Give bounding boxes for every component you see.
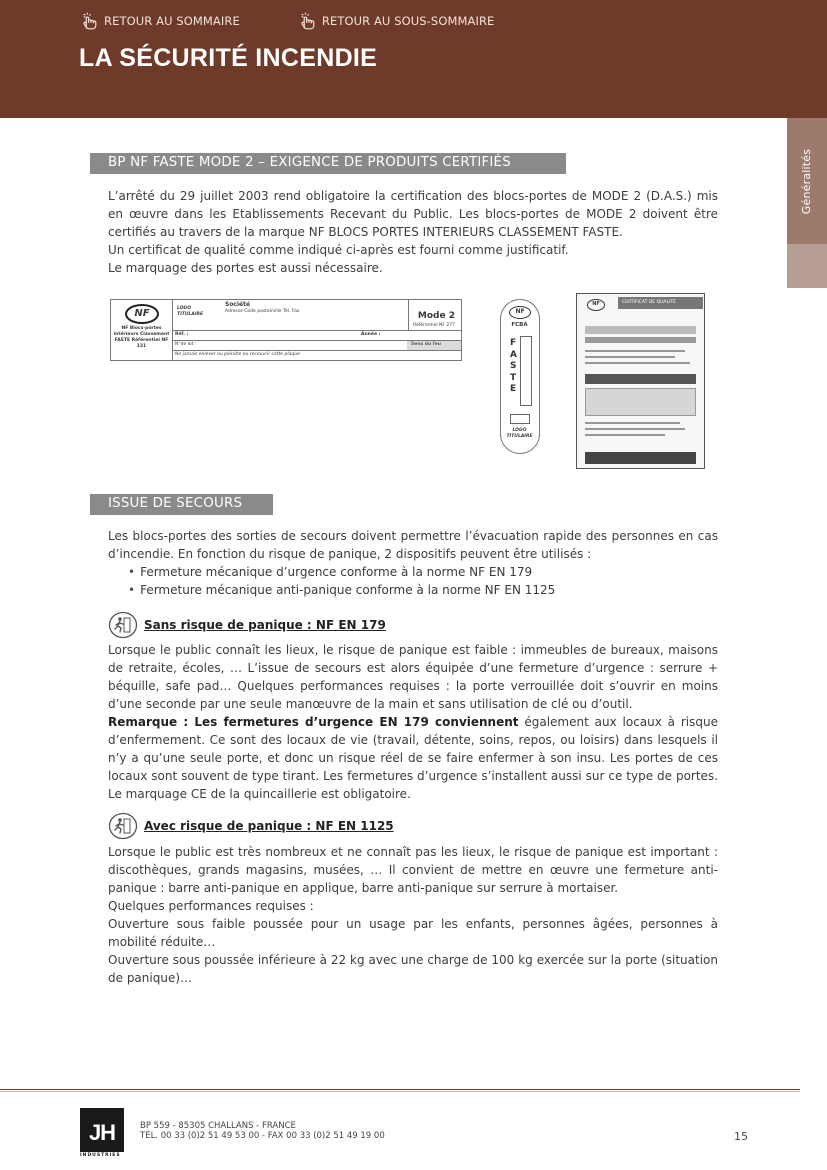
en1125-paragraph-4: Ouverture sous poussée inférieure à 22 kg avec une charge de 100 kg exercée sur la porte (situation de panique)… — [108, 953, 718, 985]
plate-logo-cell — [111, 300, 173, 360]
en179-remark-bold: Remarque : Les fermetures d’urgence EN 179 conviennent — [108, 715, 519, 729]
plate-row-ref — [173, 330, 461, 340]
en1125-paragraph-3: Ouverture sous faible poussée pour un usage par les enfants, personnes âgées, personnes à mobilité réduite… — [108, 917, 718, 949]
section1-paragraph-1: L’arrêté du 29 juillet 2003 rend obligatoire la certification des blocs-portes de MODE 2 (D.A.S.) mis en œuvre dans les Etablissements Recevant du Public. Les blocs-portes de MODE 2 doivent être certifiés au travers de la marque NF BLOCS PORTES INTERIEURS CLASSEMENT FASTE. — [108, 189, 718, 239]
plate-mode — [413, 312, 455, 330]
list-item: • Fermeture mécanique d’urgence conforme à la norme NF EN 179 — [128, 563, 718, 581]
en179-remark — [108, 713, 718, 803]
en1125-paragraph-1: Lorsque le public est très nombreux et ne connaît pas les lieux, le risque de panique est important : discothèques, grands magasins, musées, … Il convient de mettre en œuvre une fermeture anti-panique : barre anti-panique en applique, barre anti-panique sur serrure à mortaiser. — [108, 845, 718, 895]
cert-line — [585, 434, 665, 436]
device-list — [128, 563, 718, 599]
cert-line — [585, 350, 685, 352]
section2-intro-paragraph: Les blocs-portes des sorties de secours doivent permettre l’évacuation rapide des personnes en cas d’incendie. En fonction du risque de panique, 2 dispositifs peuvent être utilisés : — [108, 529, 718, 561]
footer-divider — [0, 1089, 800, 1090]
cert-line — [585, 422, 680, 424]
section2-intro — [108, 527, 718, 599]
list-item: • Fermeture mécanique anti-panique conforme à la norme NF EN 1125 — [128, 581, 718, 599]
en1125-text — [108, 843, 718, 987]
subheading-en179 — [108, 611, 386, 639]
plate-lot: N°de lot : — [175, 342, 197, 347]
back-to-subsummary-label: RETOUR AU SOUS-SOMMAIRE — [321, 14, 495, 28]
footer-address-line-2: TÉL. 00 33 (0)2 51 49 53 00 - FAX 00 33 (0)2 51 49 19 00 — [140, 1131, 385, 1141]
cert-table — [585, 388, 696, 416]
plate-divider — [408, 300, 409, 331]
quality-certificate-figure — [576, 293, 705, 469]
plate-warning: Ne jamais enlever ou peindre ou recouvrir cette plaque — [175, 352, 300, 357]
en179-text — [108, 641, 718, 803]
plate-logo-titulaire: LOGO TITULAIRE — [177, 306, 204, 317]
nf-logo: NF — [509, 306, 531, 319]
tag-box-column — [520, 336, 532, 406]
subheading-en1125-title: Avec risque de panique : NF EN 1125 — [144, 819, 394, 833]
section1-paragraph-3: Le marquage des portes est aussi nécessaire. — [108, 261, 383, 275]
faste-tag-figure — [500, 299, 540, 454]
back-to-summary-label: RETOUR AU SOMMAIRE — [104, 14, 240, 28]
tag-fcba: FCBA — [511, 322, 528, 328]
section-heading-bp-nf-faste: BP NF FASTE MODE 2 – EXIGENCE DE PRODUITS CERTIFIÉS — [90, 153, 566, 174]
plate-ref: Réf. : — [175, 332, 189, 337]
page-title: LA SÉCURITÉ INCENDIE — [79, 44, 378, 72]
section1-text — [108, 187, 718, 277]
cert-line — [585, 428, 685, 430]
subheading-en179-title: Sans risque de panique : NF EN 179 — [144, 618, 386, 632]
plate-row-warning — [173, 350, 461, 360]
tag-letters: F A S T E — [510, 338, 517, 394]
plate-annee: Année : — [361, 332, 381, 337]
footer-address-line-1: BP 559 - 85305 CHALLANS - FRANCE — [140, 1121, 296, 1131]
jh-industries-logo-sub: INDUSTRIES — [80, 1153, 121, 1158]
side-tab-label-wrap — [787, 118, 827, 244]
cert-line — [585, 356, 675, 358]
cert-line — [585, 362, 690, 364]
cert-band — [585, 326, 696, 334]
side-tab-bottom — [787, 244, 827, 288]
back-to-subsummary-link[interactable] — [296, 10, 495, 32]
en1125-paragraph-2: Quelques performances requises : — [108, 899, 314, 913]
marking-plate-figure — [110, 299, 462, 361]
plate-societe: Société — [225, 301, 251, 308]
back-to-summary-link[interactable] — [78, 10, 240, 32]
plate-nf-caption: NF Blocs-portes intérieurs Classement FASTE Référentiel NF 131 — [113, 326, 170, 349]
plate-referentiel: Référentiel NF 277 — [413, 323, 455, 328]
emergency-exit-icon — [108, 611, 138, 639]
tag-small-box — [510, 414, 530, 424]
top-nav — [78, 10, 494, 32]
pointing-hand-icon — [78, 10, 100, 32]
side-tab-label: Généralités — [800, 148, 814, 214]
plate-adresse: Adresse Code postal/ville Tél. Fax — [225, 309, 300, 314]
section-heading-issue-de-secours: ISSUE DE SECOURS — [90, 494, 273, 515]
plate-shaded-cell — [407, 340, 461, 350]
header-band — [0, 0, 827, 118]
plate-mode-label: Mode 2 — [417, 311, 455, 321]
en179-remark-rest: également aux locaux à risque d’enfermement. Ce sont des locaux de vie (travail, détente, soins, repos, ou loisirs) dans lesquels il n’y a qu’une seule porte, et donc un risque réel de se faire enfermer à son insu. Les portes de ces locaux sont souvent de type tirant. Les fermetures d’urgence s’installent aussi sur ce type de portes. Le marquage CE de la quincaillerie est obligatoire. — [108, 715, 718, 801]
emergency-exit-icon — [108, 812, 138, 840]
cert-band — [585, 337, 696, 343]
certificate-title: CERTIFICAT DE QUALITÉ — [618, 297, 703, 309]
jh-industries-logo: JH — [80, 1108, 124, 1152]
footer-divider-light — [0, 1091, 800, 1092]
en179-paragraph: Lorsque le public connaît les lieux, le risque de panique est faible : immeubles de bureaux, maisons de retraite, écoles, … L’issue de secours est alors équipée d’une fermeture d’urgence : serrure + béquille, safe pad… Quelques performances requises : la porte verrouillée doit s’ouvrir en moins d’une seconde par une seule manœuvre de la main et sans utilisation de clé ou d’outil. — [108, 643, 718, 711]
nf-logo: NF — [125, 304, 159, 324]
footer-address — [140, 1121, 385, 1141]
subheading-en1125 — [108, 812, 394, 840]
pointing-hand-icon — [296, 10, 318, 32]
tag-logo-titulaire: LOGO TITULAIRE — [506, 428, 533, 439]
plate-sens: Sens du feu — [411, 342, 441, 347]
page-number: 15 — [734, 1130, 748, 1143]
nf-logo: NF — [587, 299, 605, 311]
cert-footer-band — [585, 452, 696, 464]
section1-paragraph-2: Un certificat de qualité comme indiqué ci-après est fourni comme justificatif. — [108, 243, 569, 257]
side-tab-generalites[interactable] — [787, 118, 827, 288]
cert-dark-band — [585, 374, 696, 384]
